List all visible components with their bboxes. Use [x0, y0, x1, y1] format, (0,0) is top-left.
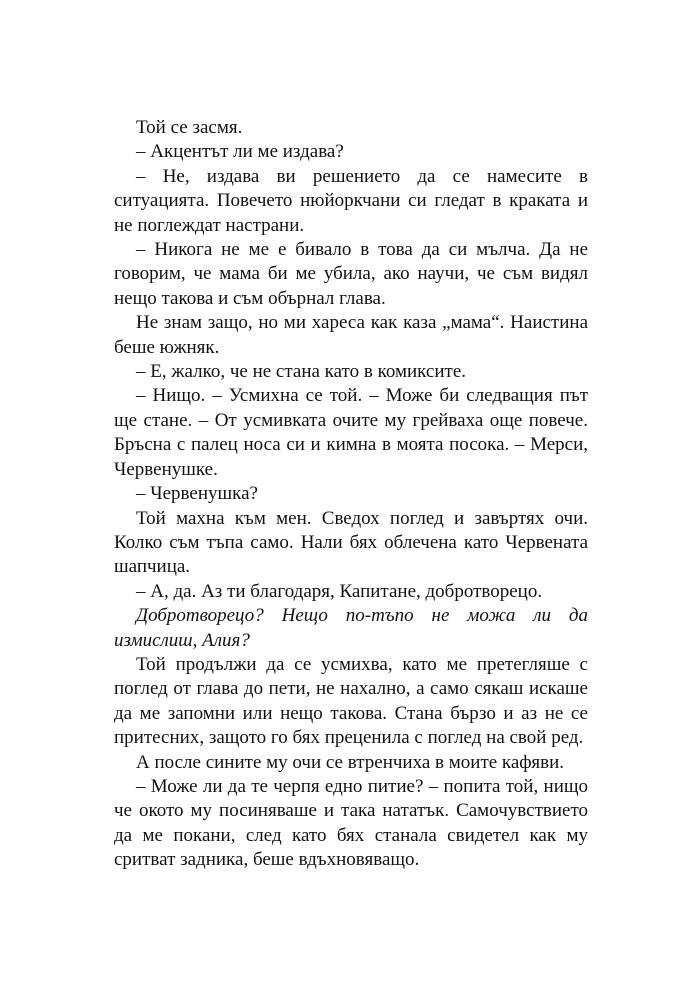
paragraph-4: – Никога не ме е бивало в това да си мълча. Да не говорим, че мама би ме убила, ако научи, че съм видял нещо такова и съм обърнал глава. [114, 239, 588, 309]
paragraph-8: – Червенушка? [136, 483, 258, 505]
paragraph-12: Той продължи да се усмихва, като ме претегляше с поглед от глава до пети, не нахално, а само сякаш искаше да ме запомни или нещо такова. Стана бързо и аз не се притесних, защото го бях преценила с поглед на свой ред. [114, 653, 588, 749]
paragraph-13: А после сините му очи се втренчиха в моите кафяви. [136, 751, 564, 773]
paragraph-9: Той махна към мен. Сведох поглед и завъртях очи. Колко съм тъпа само. Нали бях облечена като Червената шапчица. [114, 507, 588, 578]
paragraph-14: – Може ли да те черпя едно питие? – попита той, нищо че окото му посиняваше и така нататък. Самочувствието да ме покани, след като бях станала свидетел как му сритват задника, беше вдъхновяващо. [114, 775, 588, 871]
paragraph-2: – Акцентът ли ме издава? [136, 141, 344, 163]
paragraph-1: Той се засмя. [136, 117, 243, 138]
book-page [114, 116, 588, 873]
paragraph-6: – Е, жалко, че не стана като в комиксите. [136, 361, 467, 383]
paragraph-7: – Нищо. – Усмихна се той. – Може би следващия път ще стане. – От усмивката очите му грейваха още повече. Бръсна с палец носа си и кимна в моята посока. – Мерси, Червенушке. [114, 385, 588, 480]
paragraph-10: – А, да. Аз ти благодаря, Капитане, добротворецо. [136, 580, 543, 602]
paragraph-5: Не знам защо, но ми хареса как каза „мама“. Наистина беше южняк. [114, 312, 588, 358]
paragraph-11-thought: Добротворецо? Нещо по-тъпо не можа ли да измислиш, Алия? [114, 605, 588, 651]
paragraph-3: – Не, издава ви решението да се намесите в ситуацията. Повечето нюйоркчани си гледат в краката и не поглеждат настрани. [114, 165, 588, 236]
